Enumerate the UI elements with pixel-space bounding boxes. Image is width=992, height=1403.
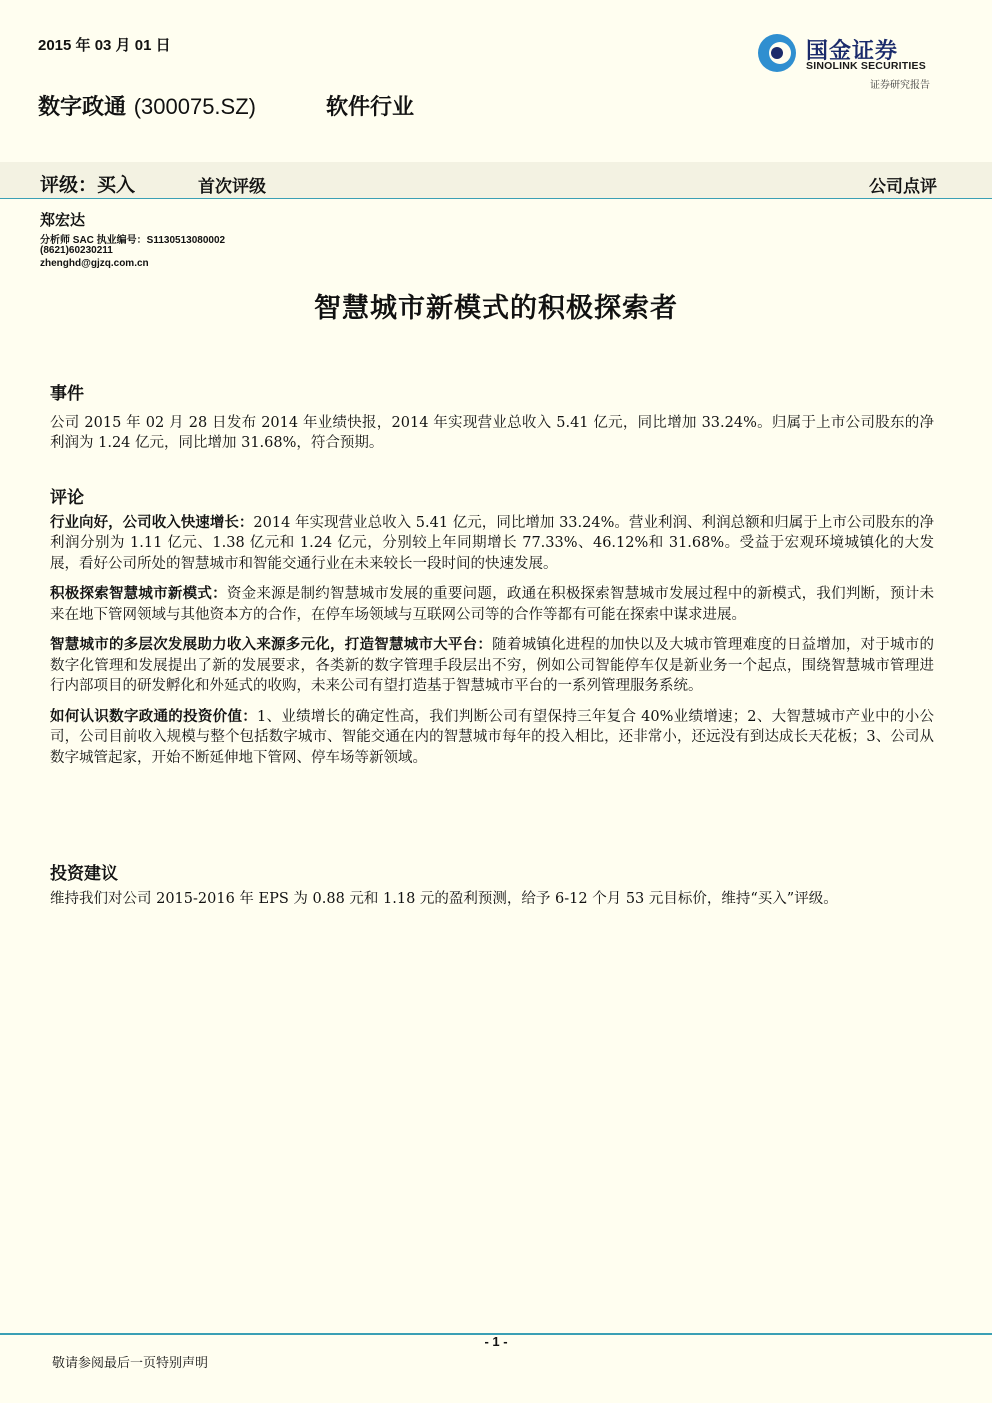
comment-lead: 如何认识数字政通的投资价值： — [50, 707, 258, 725]
comment-paragraph — [50, 513, 934, 575]
comment-heading: 评论 — [50, 488, 84, 508]
comment-text: 2014 年实现营业总收入 5.41 亿元，同比增加 33.24%。营业利润、利润总额和归属于上市公司股东的净利润分别为 1.11 亿元、1.38 亿元和 1.24 亿元，分别较上年同期增长 77.33%、46.12%和 31.68%。受益于宏观环境城镇化的大发展，看好公司所处的智慧城市和智能交通行业在未来较长一段时间的快速发展。 — [50, 514, 934, 572]
analyst-phone: (8621)60230211 — [40, 245, 113, 256]
comment-paragraph — [50, 635, 934, 697]
advice-text: 维持我们对公司 2015-2016 年 EPS 为 0.88 元和 1.18 元的盈利预测，给予 6-12 个月 53 元目标价，维持“买入”评级。 — [50, 890, 838, 907]
comment-section — [50, 488, 934, 778]
rating-first: 首次评级 — [198, 177, 266, 197]
analyst-email[interactable]: zhenghd@gjzq.com.cn — [40, 258, 149, 269]
footer-disclaimer: 敬请参阅最后一页特别声明 — [52, 1356, 209, 1371]
report-title: 智慧城市新模式的积极探索者 — [314, 293, 678, 324]
comment-lead: 智慧城市的多层次发展助力收入来源多元化，打造智慧城市大平台： — [50, 636, 493, 653]
analyst-license: 分析师 SAC 执业编号：S1130513080002 — [40, 235, 226, 246]
logo-subtitle: 证券研究报告 — [870, 80, 930, 91]
comment-lead: 积极探索智慧城市新模式： — [50, 585, 227, 602]
comment-text: 1、业绩增长的确定性高，我们判断公司有望保持三年复合 40%业绩增速；2、大智慧城市产业中的小公司，公司目前收入规模与整个包括数字城市、智能交通在内的智慧城市每年的投入相比，还非常小，还远没有到达成长天花板；3、公司从数字城管起家，开始不断延伸地下管网、停车场等新领域。 — [50, 708, 934, 766]
company-name: 数字政通 — [38, 94, 127, 120]
event-section — [50, 384, 934, 464]
analyst-name: 郑宏达 — [40, 211, 86, 229]
logo-text-en: SINOLINK SECURITIES — [806, 60, 926, 72]
comment-text: 资金来源是制约智慧城市发展的重要问题，政通在积极探索智慧城市发展过程中的新模式，我们判断，预计未来在地下管网领域与其他资本方的合作，在停车场领域与互联网公司等的合作等都有可能在探索中谋求进展。 — [50, 586, 935, 623]
comment-paragraph — [50, 584, 934, 625]
sinolink-logo — [756, 30, 946, 90]
company-heading — [38, 90, 256, 121]
report-type: 公司点评 — [869, 177, 937, 197]
logo-text-cn: 国金证券 — [806, 39, 899, 64]
event-text: 公司 2015 年 02 月 28 日发布 2014 年业绩快报，2014 年实现营业总收入 5.41 亿元，同比增加 33.24%。归属于上市公司股东的净利润为 1.24 亿元，同比增加 31.68%，符合预期。 — [50, 414, 934, 451]
page-number: - 1 - — [484, 1334, 508, 1349]
advice-section — [50, 864, 934, 919]
industry-label: 软件行业 — [326, 94, 415, 120]
stock-ticker: (300075.SZ) — [133, 94, 256, 119]
comment-text: 随着城镇化进程的加快以及大城市管理难度的日益增加，对于城市的数字化管理和发展提出了新的发展要求，各类新的数字管理手段层出不穷，例如公司智能停车仅是新业务一个起点，围绕智慧城市管理进行内部项目的研发孵化和外延式的收购，未来公司有望打造基于智慧城市平台的一系列管理服务系统。 — [50, 637, 935, 694]
sinolink-logo-icon — [756, 32, 798, 74]
comment-paragraph — [50, 707, 934, 769]
event-heading: 事件 — [50, 384, 84, 404]
rating-bar — [0, 162, 992, 199]
report-date: 2015 年 03 月 01 日 — [38, 37, 171, 54]
advice-heading: 投资建议 — [50, 864, 118, 884]
comment-lead: 行业向好，公司收入快速增长： — [50, 513, 254, 531]
rating-label: 评级：买入 — [40, 174, 136, 196]
